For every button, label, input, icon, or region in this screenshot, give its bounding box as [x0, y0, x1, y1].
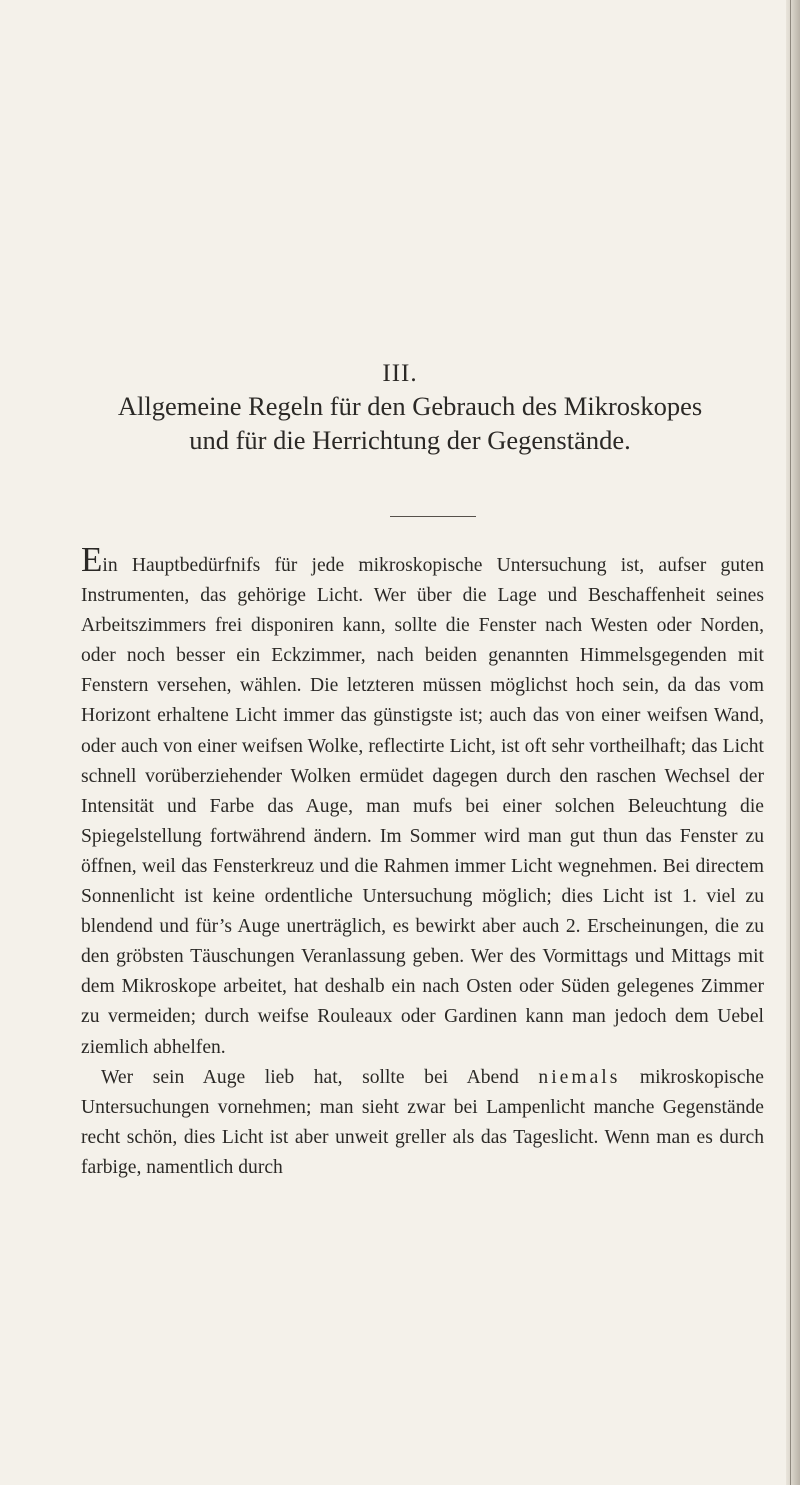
page-edge — [786, 0, 800, 1485]
page-edge-line — [790, 0, 791, 1485]
body-text — [81, 540, 764, 1183]
paragraph-2-text-after: mikroskopische Untersuchungen vornehmen; man sieht zwar bei Lampenlicht manche Gegenstände recht schön, dies Licht ist aber unweit greller als das Tageslicht. Wenn man es durch farbige, namentlich durch — [81, 1066, 764, 1178]
chapter-number: III. — [382, 360, 418, 387]
paragraph-2 — [81, 1063, 764, 1183]
paragraph-1: Ein Hauptbedürfnifs für jede mikroskopische Untersuchung ist, aufser guten Instrumenten, das gehörige Licht. Wer über die Lage und Beschaffenheit seines Arbeitszimmers frei disponiren kann, sollte die Fenster nach Westen oder Norden, oder noch besser ein Eckzimmer, nach beiden genannten Himmelsgegenden mit Fenstern versehen, wählen. Die letzteren müssen möglichst hoch sein, da das vom Horizont erhaltene Licht immer das günstigste ist; auch das von einer weifsen Wand, oder auch von einer weifsen Wolke, reflectirte Licht, ist oft sehr vortheilhaft; das Licht schnell vorüberziehender Wolken ermüdet dagegen durch den raschen Wechsel der Intensität und Farbe das Auge, man mufs bei einer solchen Beleuchtung die Spiegelstellung fortwährend ändern. Im Sommer wird man gut thun das Fenster zu öffnen, weil das Fensterkreuz und die Rahmen immer Licht wegnehmen. Bei directem Sonnenlicht ist keine ordentliche Untersuchung möglich; dies Licht ist 1. viel zu blendend und für’s Auge unerträglich, es bewirkt aber auch 2. Erscheinungen, die zu den gröbsten Täuschungen Veranlassung geben. Wer des Vormittags und Mittags mit dem Mikroskope arbeitet, hat deshalb ein nach Osten oder Süden gelegenes Zimmer zu vermeiden; durch weifse Rouleaux oder Gardinen kann man jedoch dem Uebel ziemlich abhelfen. — [81, 540, 764, 1058]
chapter-title — [60, 389, 760, 457]
title-divider — [390, 516, 476, 517]
paragraph-2-emphasis: niemals — [538, 1066, 621, 1088]
chapter-title-line-1: Allgemeine Regeln für den Gebrauch des Mikroskopes — [117, 391, 703, 421]
chapter-title-line-2: und für die Herrichtung der Gegenstände. — [189, 425, 631, 455]
paragraph-2-text-before: Wer sein Auge lieb hat, sollte bei Abend — [101, 1066, 519, 1088]
